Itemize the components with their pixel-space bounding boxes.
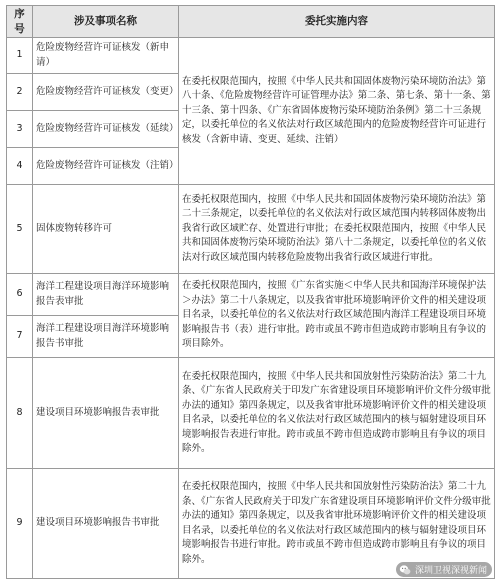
- table-row: [7, 358, 495, 469]
- row-no: 4: [7, 148, 33, 185]
- row-item: 危险废物经营许可证核发（延续）: [33, 111, 179, 148]
- row-no: 5: [7, 185, 33, 274]
- watermark-text: 深圳卫视深视新闻: [414, 566, 487, 576]
- row-content: 在委托权限范围内，按照《中华人民共和国固体废物污染环境防治法》第二十三条规定，以委托单位的名义依法对行政区域范围内转移固体废物出我省行政区域贮存、处置进行审批；在委托权限范围内，按照《中华人民共和国固体废物污染环境防治法》第八十二条规定，以委托单位的名义依法对行政区域范围内转移危险废物出我省行政区域进行审批。: [179, 185, 495, 274]
- wechat-icon: [399, 564, 411, 576]
- row-content: 在委托权限范围内，按照《中华人民共和国固体废物污染环境防治法》第八十条、《危险废物经营许可证管理办法》第二条、第七条、第十一条、第十三条、第十四条、《广东省固体废物污染环境防治条例》第二十三条规定，以委托单位的名义依法对行政区域范围内的危险废物经营许可证进行核发（含新申请、变更、延续、注销）: [179, 38, 495, 185]
- row-no: 2: [7, 74, 33, 111]
- table-row: [7, 274, 495, 316]
- row-no: 9: [7, 469, 33, 579]
- row-item: 建设项目环境影响报告书审批: [33, 469, 179, 579]
- table-row: [7, 38, 495, 74]
- row-content: 在委托权限范围内，按照《广东省实施＜中华人民共和国海洋环境保护法＞办法》第二十八条规定，以及我省审批环境影响评价文件的相关建设项目名录，以委托单位的名义依法对行政区域范围内海洋工程建设项目环境影响报告书（表）进行审批。跨市或虽不跨市但造成跨市影响且有争议的项目除外。: [179, 274, 495, 358]
- row-no: 8: [7, 358, 33, 469]
- row-item: 固体废物转移许可: [33, 185, 179, 274]
- row-no: 6: [7, 274, 33, 316]
- row-item: 危险废物经营许可证核发（注销）: [33, 148, 179, 185]
- row-item: 危险废物经营许可证核发（变更）: [33, 74, 179, 111]
- row-no: 7: [7, 316, 33, 358]
- table-header-row: [7, 6, 495, 38]
- row-content: 在委托权限范围内，按照《中华人民共和国放射性污染防治法》第二十九条、《广东省人民政府关于印发广东省建设项目环境影响评价文件分级审批办法的通知》第四条规定，以及我省审批环境影响评价文件的相关建设项目名录，以委托单位的名义依法对行政区域范围内的核与辐射建设项目环境影响报告表进行审批。跨市或虽不跨市但造成跨市影响且有争议的项目除外。: [179, 358, 495, 469]
- row-content: 在委托权限范围内，按照《中华人民共和国放射性污染防治法》第二十九条、《广东省人民政府关于印发广东省建设项目环境影响评价文件分级审批办法的通知》第四条规定，以及我省审批环境影响评价文件的相关建设项目名录，以委托单位的名义依法对行政区域范围内的核与辐射建设项目环境影响报告书进行审批。跨市或虽不跨市但造成跨市影响且有争议的项目除外。: [179, 469, 495, 579]
- header-content: 委托实施内容: [179, 6, 495, 38]
- row-item: 建设项目环境影响报告表审批: [33, 358, 179, 469]
- row-no: 3: [7, 111, 33, 148]
- header-no: 序号: [7, 6, 33, 38]
- row-item: 海洋工程建设项目海洋环境影响报告书审批: [33, 316, 179, 358]
- delegation-table: [6, 5, 495, 579]
- row-item: 海洋工程建设项目海洋环境影响报告表审批: [33, 274, 179, 316]
- row-item: 危险废物经营许可证核发（新申请）: [33, 38, 179, 74]
- header-item: 涉及事项名称: [33, 6, 179, 38]
- table-row: [7, 185, 495, 274]
- row-no: 1: [7, 38, 33, 74]
- source-watermark: [396, 562, 492, 577]
